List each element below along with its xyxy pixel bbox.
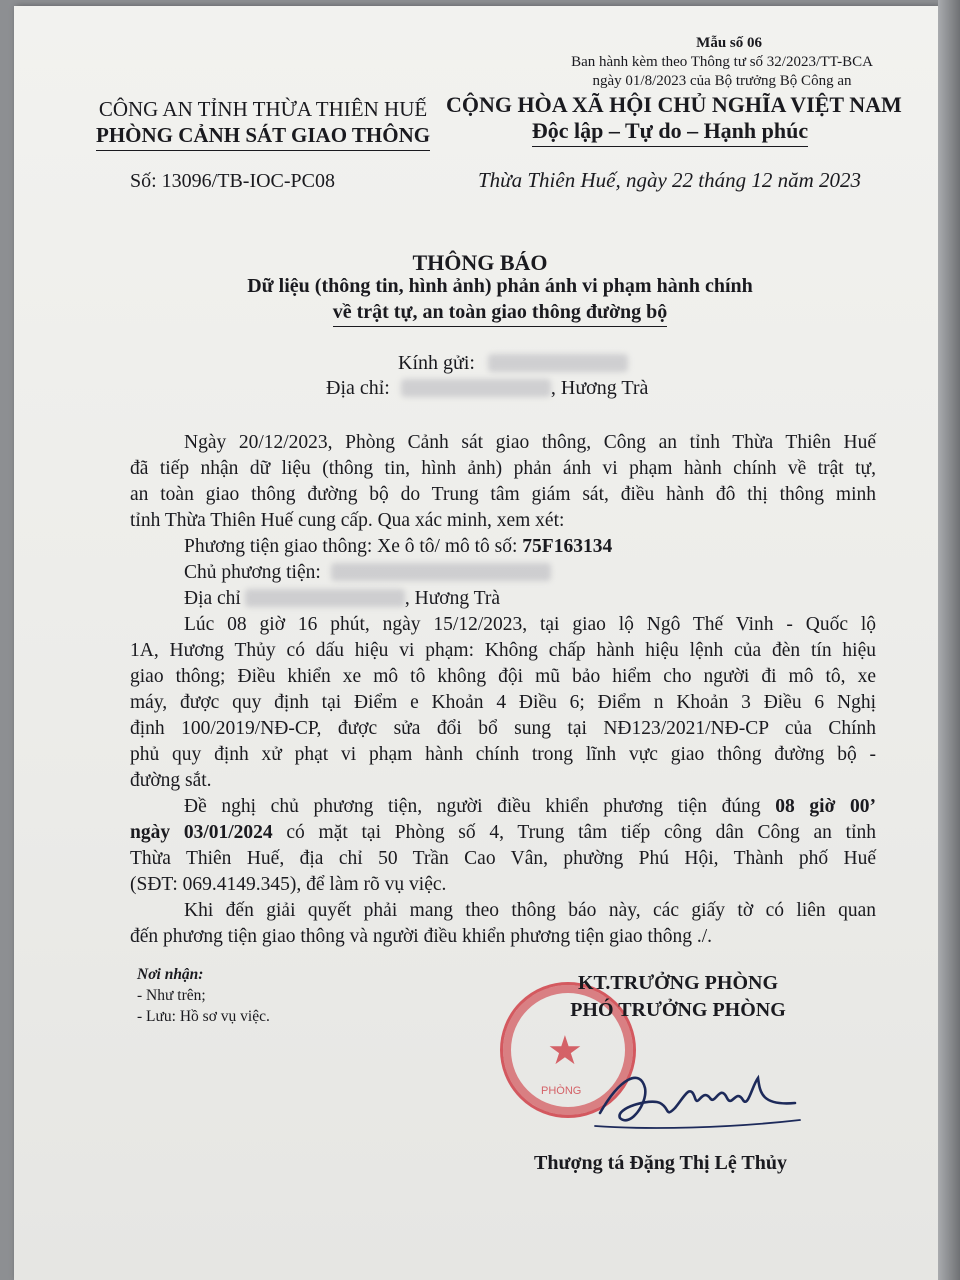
nation-line1: CỘNG HÒA XÃ HỘI CHỦ NGHĨA VIỆT NAM [446, 92, 902, 117]
p2-line4: máy, được quy định tại Điểm e Khoản 4 Điều 6; Điểm n Khoản 3 Điều 6 Nghị [130, 692, 876, 713]
doc-subtitle-2: về trật tự, an toàn giao thông đường bộ [0, 301, 960, 327]
issuer-line1: CÔNG AN TỈNH THỪA THIÊN HUẾ [98, 97, 428, 121]
vehicle-line: Phương tiện giao thông: Xe ô tô/ mô tô số: 75F163134 [184, 536, 613, 557]
place-date: Thừa Thiên Huế, ngày 22 tháng 12 năm 2023 [478, 168, 862, 192]
p2-line7: đường sắt. [130, 770, 212, 791]
p4-line2: đến phương tiện giao thông và người điều khiển phương tiện giao thông ./. [130, 926, 713, 947]
recipients-item-2: - Lưu: Hồ sơ vụ việc. [137, 1008, 270, 1025]
form-note [552, 34, 892, 91]
form-note-line2: ngày 01/8/2023 của Bộ trưởng Bộ Công an [592, 73, 852, 89]
recipient-line [398, 352, 628, 375]
form-note-line1: Ban hành kèm theo Thông tư số 32/2023/TT-BCA [571, 54, 873, 70]
p1-line4: tỉnh Thừa Thiên Huế cung cấp. Qua xác minh, xem xét: [130, 510, 565, 531]
p3-line2: ngày 03/01/2024 có mặt tại Phòng số 4, Trung tâm tiếp công dân Công an tỉnh [130, 822, 876, 843]
address-tail: , Hương Trà [550, 377, 649, 399]
p1-line2: đã tiếp nhận dữ liệu (thông tin, hình ảnh) phản ánh vi phạm hành chính về trật tự, [130, 458, 876, 479]
redacted-owner [331, 563, 551, 581]
recipient-label: Kính gửi: [398, 352, 475, 374]
handwritten-signature [590, 1058, 810, 1138]
owner-line: Chủ phương tiện: [184, 560, 930, 586]
recipients-item-1: - Như trên; [137, 987, 206, 1004]
recipient-address-line [326, 377, 648, 400]
address-label: Địa chỉ: [326, 377, 390, 399]
doc-subtitle-1: Dữ liệu (thông tin, hình ảnh) phản ánh vi phạm hành chính [247, 275, 753, 297]
issuer-line2: PHÒNG CẢNH SÁT GIAO THÔNG [96, 122, 430, 151]
recipients-block [137, 964, 270, 1027]
plate-number: 75F163134 [522, 536, 613, 557]
p1-line1: Ngày 20/12/2023, Phòng Cảnh sát giao thông, Công an tỉnh Thừa Thiên Huế [184, 432, 876, 453]
star-icon: ★ [547, 1028, 583, 1073]
p2-line2: 1A, Hương Thủy có dấu hiệu vi phạm: Không chấp hành hiệu lệnh của đèn tín hiệu [130, 640, 876, 661]
nation-motto: Độc lập – Tự do – Hạnh phúc [532, 118, 808, 147]
body-text [130, 430, 876, 950]
doc-number: Số: 13096/TB-IOC-PC08 [130, 170, 336, 192]
p3-line3: Thừa Thiên Huế, địa chỉ 50 Trần Cao Vân, phường Phú Hội, Thành phố Huế [130, 848, 876, 869]
p3-line4: (SĐT: 069.4149.345), để làm rõ vụ việc. [130, 874, 447, 895]
nation-block [446, 92, 902, 147]
form-number: Mẫu số 06 [696, 35, 762, 51]
p4-line1: Khi đến giải quyết phải mang theo thông báo này, các giấy tờ có liên quan [184, 900, 876, 921]
page-edge [938, 0, 960, 1280]
signature-title [548, 970, 808, 1024]
p2-line3: giao thông; Điều khiển xe mô tô không đội mũ bảo hiểm cho người đi mô tô, xe [130, 666, 876, 687]
p1-line3: an toàn giao thông đường bộ do Trung tâm giám sát, điều hành đô thị thông minh [130, 484, 876, 505]
p2-line5: định 100/2019/NĐ-CP, được sửa đổi bổ sung tại NĐ123/2021/NĐ-CP của Chính [130, 718, 876, 739]
doc-title: THÔNG BÁO [412, 250, 548, 275]
p2-line6: phủ quy định xử phạt vi phạm hành chính trong lĩnh vực giao thông đường bộ - [130, 744, 876, 765]
p2-line1: Lúc 08 giờ 16 phút, ngày 15/12/2023, tại giao lộ Ngô Thế Vinh - Quốc lộ [184, 614, 876, 635]
issuer-block [96, 96, 430, 151]
redacted-address [401, 379, 551, 397]
signer-name: Thượng tá Đặng Thị Lệ Thủy [534, 1152, 787, 1174]
recipients-heading: Nơi nhận: [137, 966, 204, 983]
redacted-owner-address [245, 589, 405, 607]
seal-text: PHÒNG [541, 1085, 582, 1097]
signature-line1: KT.TRƯỞNG PHÒNG [578, 972, 778, 994]
redacted-name [488, 354, 628, 372]
p3-line1: Đề nghị chủ phương tiện, người điều khiển phương tiện đúng 08 giờ 00’ [184, 796, 876, 817]
signature-line2: PHÓ TRƯỞNG PHÒNG [570, 999, 786, 1021]
owner-address-line: Địa chỉ , Hương Trà [184, 588, 500, 609]
